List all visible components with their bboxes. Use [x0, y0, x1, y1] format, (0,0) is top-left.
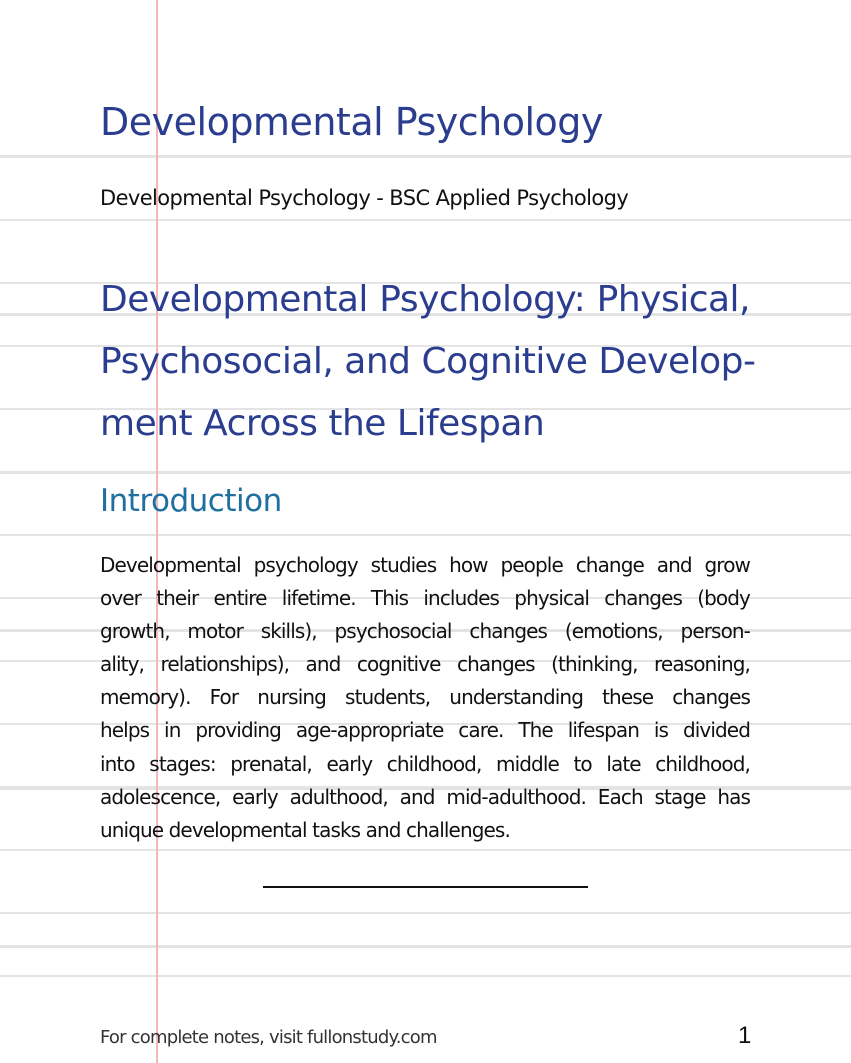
ruled-line — [0, 534, 851, 536]
ruled-line — [0, 912, 851, 914]
main-heading-line: Psychosocial, and Cognitive Develop- — [100, 341, 756, 382]
ruled-line — [0, 219, 851, 221]
paragraph-line: unique developmental tasks and challenges. — [100, 817, 510, 842]
footer-note: For complete notes, visit fullonstudy.com — [100, 1027, 437, 1048]
ruled-line — [0, 156, 851, 158]
paragraph-line: over their entire lifetime. This includes physical changes (body — [100, 586, 750, 611]
ruled-line — [0, 975, 851, 977]
paragraph-line: Developmental psychology studies how people change and grow — [100, 553, 750, 577]
paragraph-line: growth, motor skills), psychosocial changes (emotions, person- — [100, 619, 750, 644]
document-subtitle: Developmental Psychology - BSC Applied Psychology — [100, 186, 629, 210]
paragraph-line: memory). For nursing students, understanding these changes — [100, 685, 750, 710]
section-separator — [263, 886, 588, 888]
ruled-line — [0, 849, 851, 851]
paragraph-line: into stages: prenatal, early childhood, middle to late childhood, — [100, 751, 750, 776]
main-heading-line: Developmental Psychology: Physical, — [100, 279, 750, 320]
margin-line — [156, 0, 158, 1063]
main-heading — [100, 269, 756, 455]
paragraph-line: adolescence, early adulthood, and mid-adulthood. Each stage has — [100, 784, 750, 809]
paragraph-line: helps in providing age-appropriate care. The lifespan is divided — [100, 718, 750, 743]
ruled-line — [0, 471, 851, 473]
paragraph-line: ality, relationships), and cognitive changes (thinking, reasoning, — [100, 652, 750, 677]
main-heading-line: ment Across the Lifespan — [100, 403, 545, 444]
introduction-paragraph — [100, 549, 750, 847]
section-heading-introduction: Introduction — [100, 483, 282, 519]
document-title: Developmental Psychology — [100, 100, 603, 144]
page-number: 1 — [738, 1022, 752, 1049]
